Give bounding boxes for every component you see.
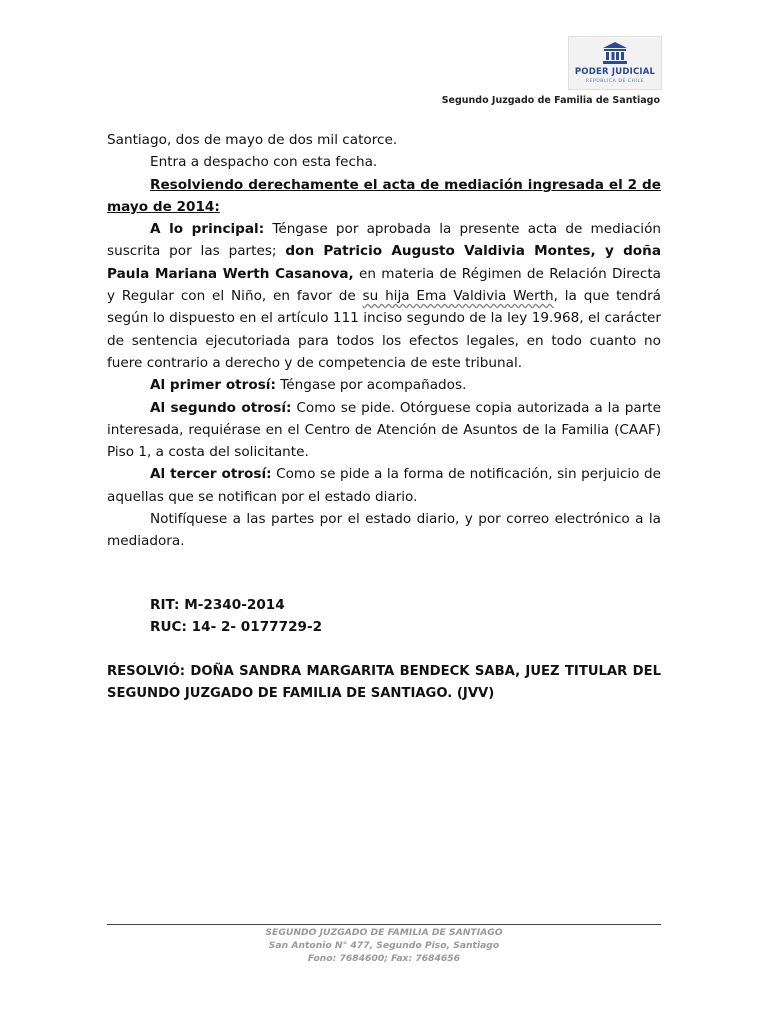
resolving-heading-paragraph — [107, 174, 661, 219]
footer-court-name: SEGUNDO JUZGADO DE FAMILIA DE SANTIAGO — [265, 927, 503, 938]
poder-judicial-logo — [568, 36, 662, 90]
principal-text-2: en materia de Régimen de Relación Directa y Regular con el Niño, en favor de — [107, 265, 662, 305]
second-otrosi-text: Como se pide. Otórguese copia autorizada a la parte interesada, requiérase en el Centro de Atención de Asuntos de la Familia (CAAF) Piso 1, a costa del solicitante. — [107, 399, 661, 461]
first-otrosi-text: Téngase por acompañados. — [275, 377, 467, 394]
footer-address: San Antonio N° 477, Segundo Piso, Santiago — [268, 940, 500, 951]
ruc-number: RUC: 14- 2- 0177729-2 — [150, 619, 323, 635]
resolving-heading: Resolviendo derechamente el acta de mediación ingresada el 2 de mayo de 2014: — [107, 176, 661, 215]
second-otrosi-label: Al segundo otrosí: — [150, 399, 292, 416]
resolution-body — [107, 129, 661, 553]
logo-subtitle: REPÚBLICA DE CHILE — [585, 79, 645, 84]
entry-line: Entra a despacho con esta fecha. — [150, 154, 378, 171]
first-otrosi-label: Al primer otrosí: — [150, 377, 276, 394]
principal-text-3: , la que tendrá según lo dispuesto en el artículo 111 inciso segundo de la ley 19.968, el carácter de sentencia ejecutoriada para todos los efectos legales, en todo cuanto no fuere contrario a derecho y de competencia de este tribunal. — [107, 288, 661, 371]
courthouse-icon — [602, 41, 628, 65]
footer-phone: Fono: 7684600; Fax: 7684656 — [307, 953, 461, 964]
principal-child: su hija Ema Valdivia Werth — [362, 288, 554, 305]
notify-paragraph: Notifíquese a las partes por el estado diario, y por correo electrónico a la mediadora. — [107, 511, 661, 550]
resolvio-signature: RESOLVIÓ: DOÑA SANDRA MARGARITA BENDECK SABA, JUEZ TITULAR DEL SEGUNDO JUZGADO DE FAMILIA DE SANTIAGO. (JVV) — [107, 664, 661, 702]
third-otrosi-label: Al tercer otrosí: — [150, 466, 272, 483]
first-otrosi-paragraph — [107, 374, 661, 396]
principal-label: A lo principal: — [150, 221, 265, 238]
principal-parties: don Patricio Augusto Valdivia Montes, y doña Paula Mariana Werth Casanova, — [107, 243, 661, 282]
court-header: Segundo Juzgado de Familia de Santiago — [441, 95, 660, 106]
logo-title: PODER JUDICIAL — [574, 67, 656, 77]
third-otrosi-paragraph — [107, 463, 661, 508]
principal-text-1: Téngase por aprobada la presente acta de mediación suscrita por las partes; — [107, 221, 661, 260]
principal-paragraph — [107, 218, 661, 374]
third-otrosi-text: Como se pide a la forma de notificación, sin perjuicio de aquellas que se notifican por el estado diario. — [107, 466, 661, 505]
second-otrosi-paragraph — [107, 397, 661, 464]
date-line: Santiago, dos de mayo de dos mil catorce. — [107, 132, 398, 148]
rit-number: RIT: M-2340-2014 — [150, 597, 285, 613]
footer-divider — [107, 924, 661, 925]
